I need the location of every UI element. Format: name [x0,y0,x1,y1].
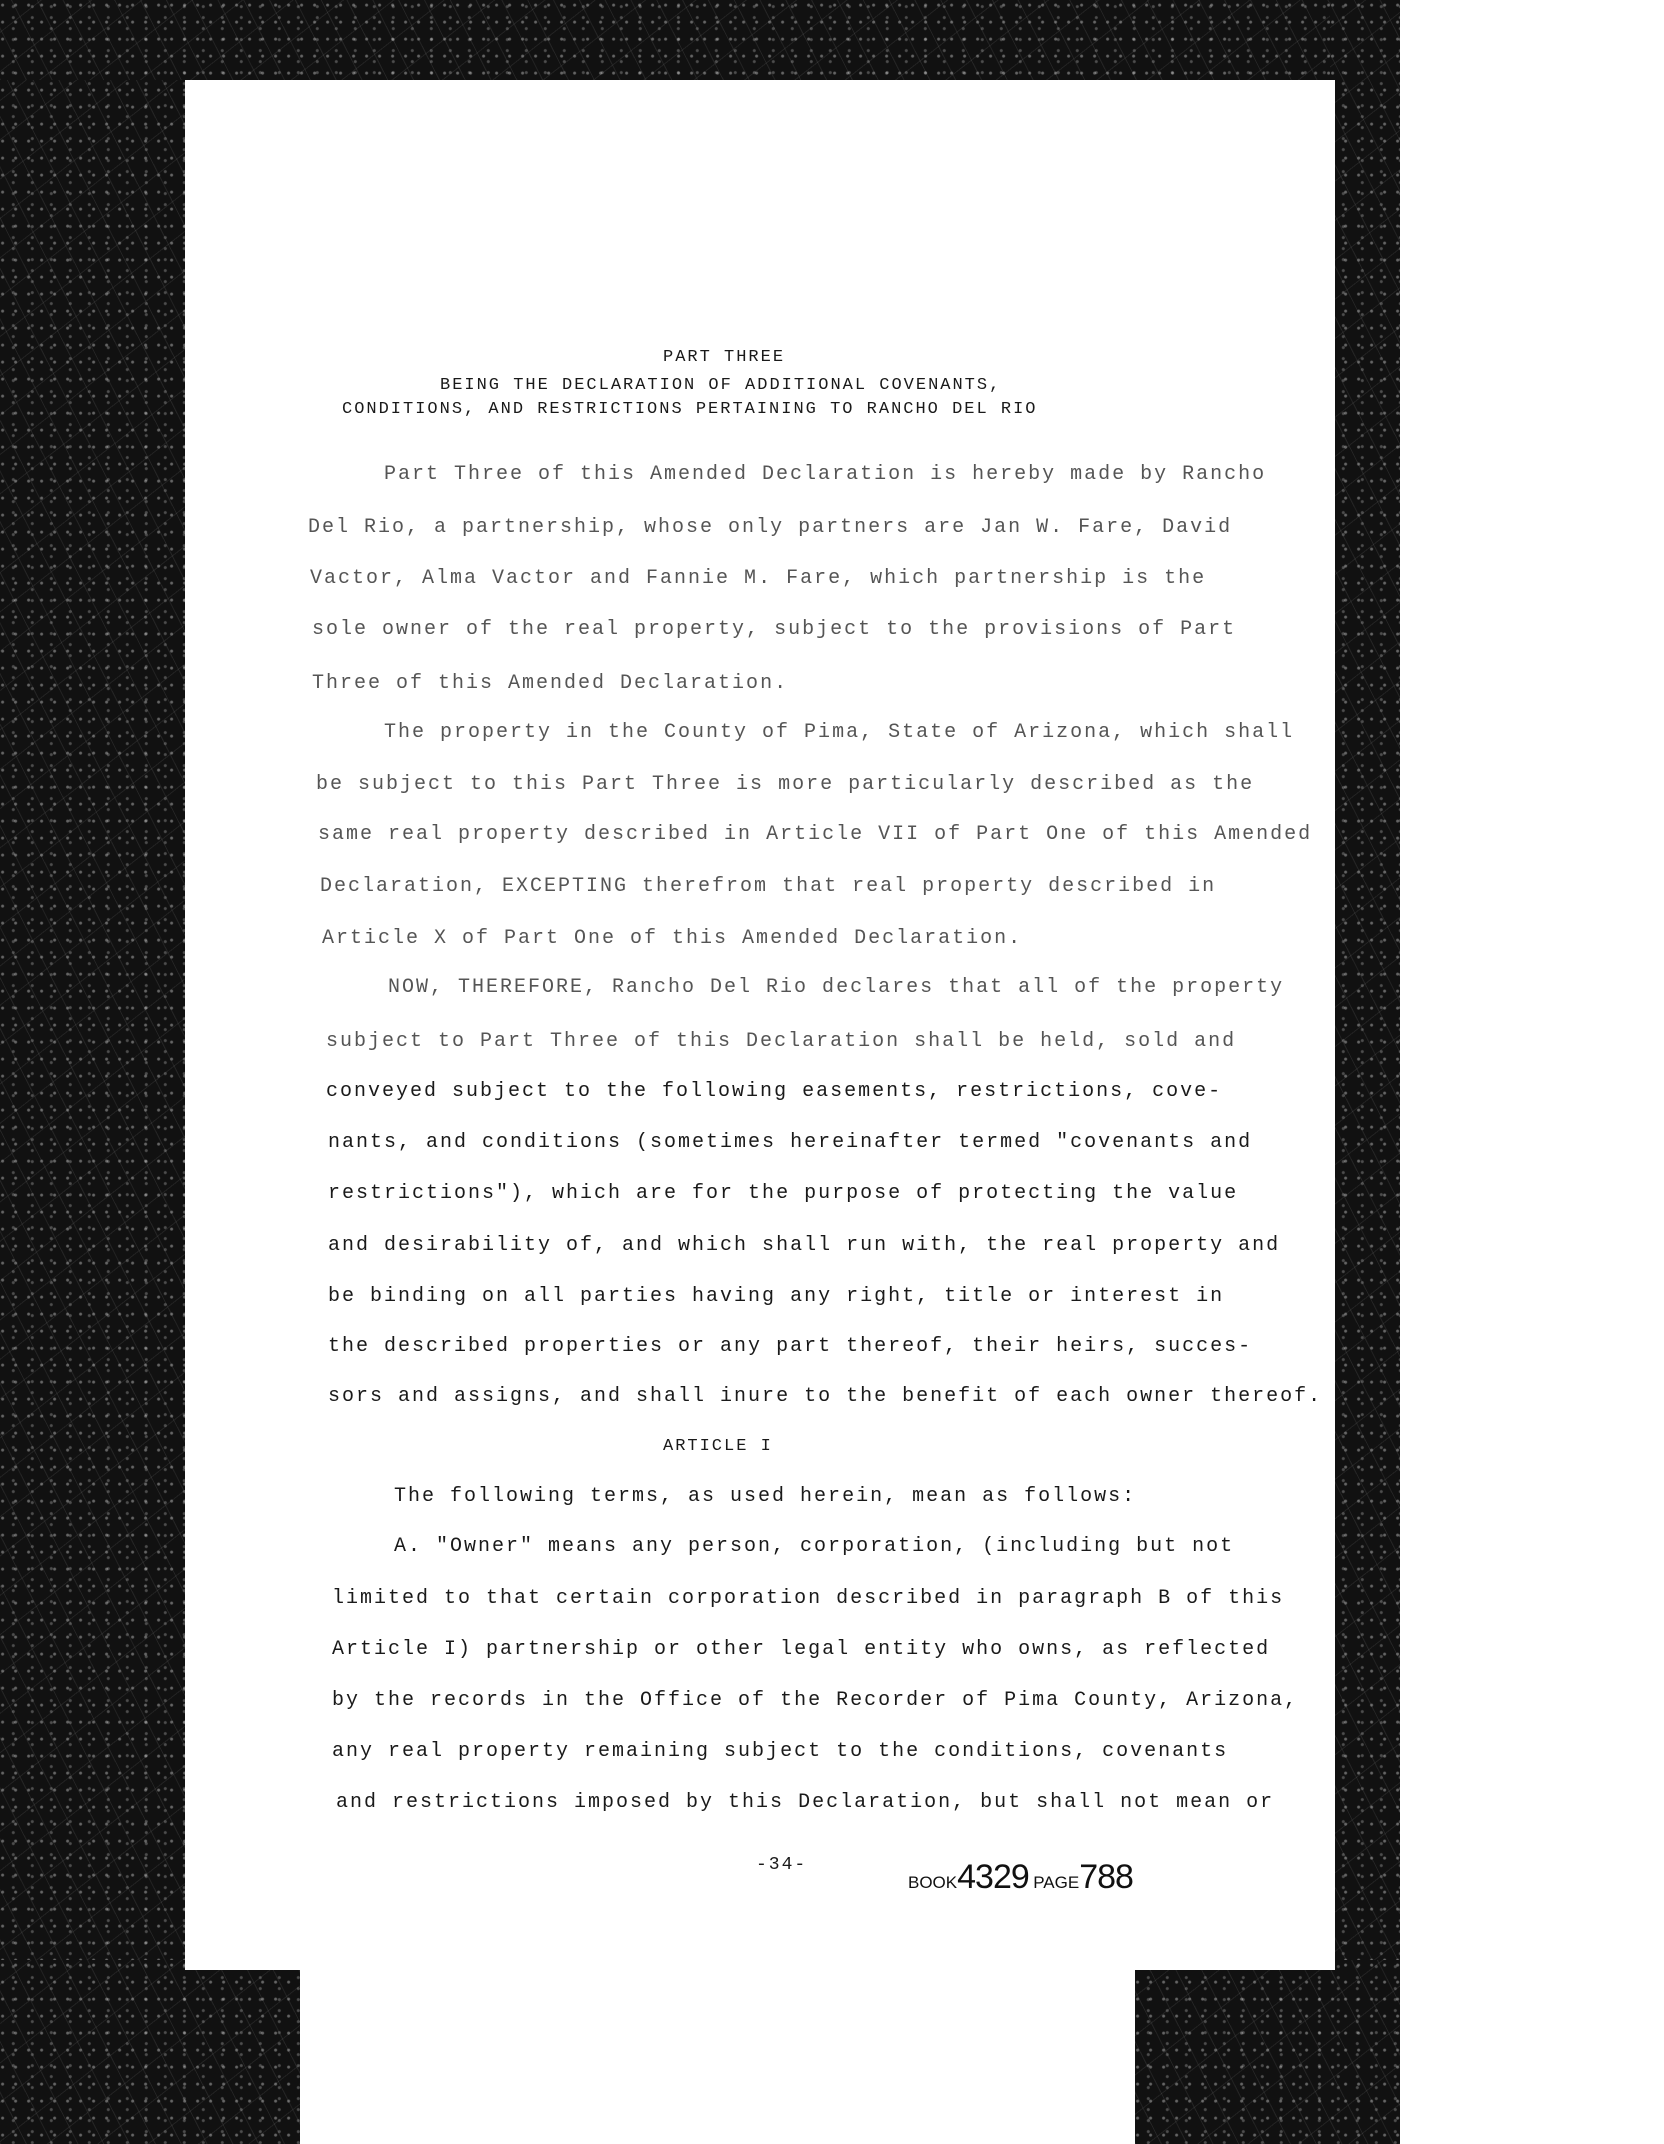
stamp-book-label: BOOK [908,1873,958,1892]
part-title: PART THREE [663,348,786,367]
body-line: and restrictions imposed by this Declaration, but shall not mean or [336,1791,1275,1814]
scan-border-bottom-right [1135,1960,1400,2144]
body-line: Declaration, EXCEPTING therefrom that real property described in [320,875,1217,898]
body-line: Article X of Part One of this Amended Declaration. [322,927,1023,950]
body-line: NOW, THEREFORE, Rancho Del Rio declares that all of the property [388,976,1285,999]
body-line: Vactor, Alma Vactor and Fannie M. Fare, which partnership is the [310,567,1207,590]
body-line: be subject to this Part Three is more particularly described as the [316,773,1255,796]
body-line: limited to that certain corporation described in paragraph B of this [332,1587,1285,1610]
scan-border-right [1330,0,1400,1980]
page-number: -34- [756,1855,808,1875]
body-line: The property in the County of Pima, State of Arizona, which shall [384,721,1295,744]
body-line: restrictions"), which are for the purpose of protecting the value [328,1182,1239,1205]
body-line: conveyed subject to the following easements, restrictions, cove- [326,1080,1223,1103]
body-line: by the records in the Office of the Recorder of Pima County, Arizona, [332,1689,1299,1712]
article-heading: ARTICLE I [663,1437,773,1456]
scan-border-bottom-left [0,1960,300,2144]
body-line: the described properties or any part thereof, their heirs, succes- [328,1335,1253,1358]
body-line: any real property remaining subject to the conditions, covenants [332,1740,1229,1763]
body-line: sole owner of the real property, subject to the provisions of Part [312,618,1237,641]
body-line: and desirability of, and which shall run with, the real property and [328,1234,1281,1257]
stamp-book-number: 4329 [957,1858,1029,1896]
body-line: Part Three of this Amended Declaration is hereby made by Rancho [384,463,1267,486]
body-line: A. "Owner" means any person, corporation, (including but not [394,1535,1235,1558]
body-line: sors and assigns, and shall inure to the benefit of each owner thereof. [328,1385,1323,1408]
body-line: Article I) partnership or other legal entity who owns, as reflected [332,1638,1271,1661]
body-line: Del Rio, a partnership, whose only partners are Jan W. Fare, David [308,516,1233,539]
scan-border-top [0,0,1400,80]
stamp-page-label: PAGE [1033,1873,1080,1892]
body-line: same real property described in Article VII of Part One of this Amended [318,823,1313,846]
stamp-page-number: 788 [1079,1858,1133,1896]
part-subtitle-line-2: CONDITIONS, AND RESTRICTIONS PERTAINING TO RANCHO DEL RIO [342,400,1038,419]
body-line: nants, and conditions (sometimes hereinafter termed "covenants and [328,1131,1253,1154]
body-line: Three of this Amended Declaration. [312,672,789,695]
body-line: subject to Part Three of this Declaration shall be held, sold and [326,1030,1237,1053]
recording-stamp [908,1858,1133,1897]
scan-border-left [0,0,205,2144]
part-subtitle-line-1: BEING THE DECLARATION OF ADDITIONAL COVENANTS, [440,376,1002,395]
body-line: be binding on all parties having any right, title or interest in [328,1285,1225,1308]
body-line: The following terms, as used herein, mean as follows: [394,1485,1137,1508]
